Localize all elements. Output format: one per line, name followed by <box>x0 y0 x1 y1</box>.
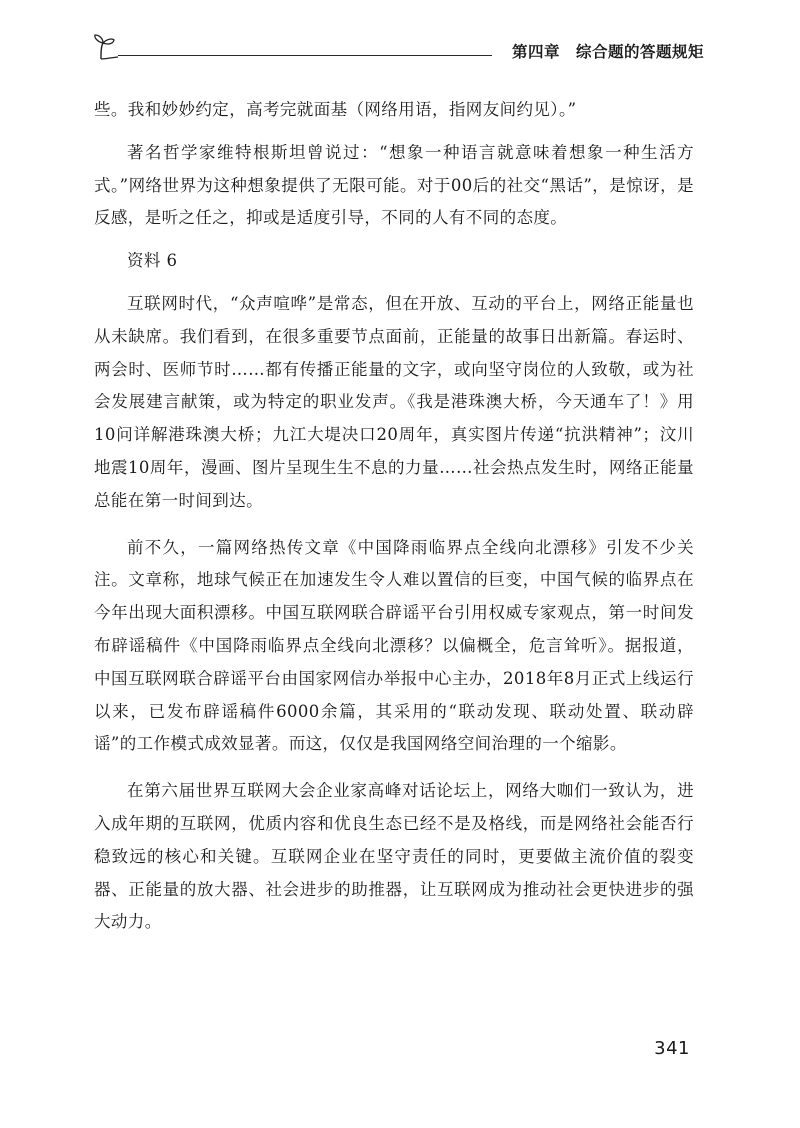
page-number: 341 <box>654 1038 690 1059</box>
running-header <box>92 30 704 64</box>
paragraph-wittgenstein: 著名哲学家维特根斯坦曾说过：“想象一种语言就意味着想象一种生活方式。”网络世界为这种想象提供了无限可能。对于00后的社交“黑话”，是惊讶，是反感，是听之任之，抑或是适度引导，不同的人有不同的态度。 <box>94 142 694 228</box>
header-rule <box>118 55 492 56</box>
paragraph-continuation: 些。我和妙妙约定，高考完就面基（网络用语，指网友间约见）。” <box>94 100 577 119</box>
paragraph-positive-energy: 互联网时代，“众声喧哗”是常态，但在开放、互动的平台上，网络正能量也从未缺席。我们看到，在很多重要节点面前，正能量的故事日出新篇。春运时、两会时、医师节时……都有传播正能量的文字，或向坚守岗位的人致敬，或为社会发展建言献策，或为特定的职业发声。《我是港珠澳大桥，今天通车了！》用10问详解港珠澳大桥；九江大堤决口20周年，真实图片传递“抗洪精神”；汶川地震10周年，漫画、图片呈现生生不息的力量……社会热点发生时，网络正能量总能在第一时间到达。 <box>94 293 694 510</box>
paragraph-rumor-refutation: 前不久，一篇网络热传文章《中国降雨临界点全线向北漂移》引发不少关注。文章称，地球气候正在加速发生令人难以置信的巨变，中国气候的临界点在今年出现大面积漂移。中国互联网联合辟谣平台引用权威专家观点，第一时间发布辟谣稿件《中国降雨临界点全线向北漂移？以偏概全，危言耸听》。据报道，中国互联网联合辟谣平台由国家网信办举报中心主办，2018年8月正式上线运行以来，已发布辟谣稿件6000余篇，其采用的“联动发现、联动处置、联动辟谣”的工作模式成效显著。而这，仅仅是我国网络空间治理的一个缩影。 <box>94 537 694 754</box>
chapter-heading <box>512 40 704 62</box>
paragraph-internet-conference: 在第六届世界互联网大会企业家高峰对话论坛上，网络大咖们一致认为，进入成年期的互联网，优质内容和优良生态已经不是及格线，而是网络社会能否行稳致远的核心和关键。互联网企业在坚守责任的同时，更要做主流价值的裂变器、正能量的放大器、社会进步的助推器，让互联网成为推动社会更快进步的强大动力。 <box>94 781 694 932</box>
section-heading-material-6: 资料 6 <box>127 251 178 271</box>
sprout-icon <box>92 32 122 62</box>
chapter-number: 第四章 <box>511 43 560 61</box>
page-body <box>94 94 694 939</box>
chapter-title: 综合题的答题规矩 <box>575 43 704 61</box>
